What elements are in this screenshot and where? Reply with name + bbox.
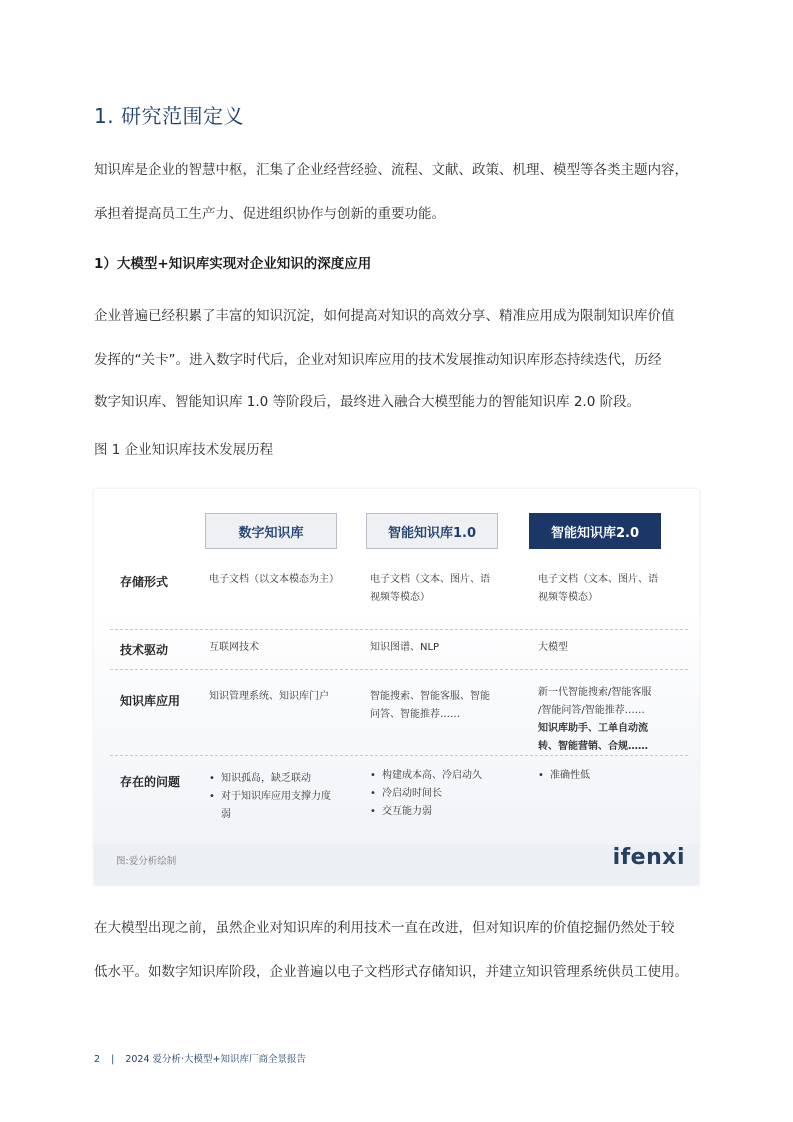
intro-line-1: 知识库是企业的智慧中枢，汇集了企业经营经验、流程、文献、政策、机理、模型等各类主题内容， [94,162,688,178]
row-label-application: 知识库应用 [120,694,181,708]
cell-issues-smart-1 [370,767,515,821]
intro-line-2: 承担着提高员工生产力、促进组织协作与创新的重要功能。 [94,206,445,222]
cell-line: 知识管理系统、知识库门户 [209,691,329,702]
cell-tech-smart-2 [538,639,670,657]
cell-app-smart-1 [370,688,502,724]
row-divider [110,669,688,670]
cell-line-bold: 转、智能营销、合规…… [538,741,648,752]
column-header-digital: 数字知识库 [205,513,337,549]
row-label-storage: 存储形式 [120,575,169,589]
bullet-item-continuation: 弱 [221,809,231,820]
cell-line: 问答、智能推荐…… [370,709,460,720]
ifenxi-logo: ifenxi [612,845,685,870]
page-number: 2 [94,1054,101,1065]
footer-separator: | [111,1054,115,1065]
cell-line: 视频等模态） [538,592,598,603]
para2-line-1: 企业普遍已经积累了丰富的知识沉淀，如何提高对知识的高效分享、精准应用成为限制知识库价值 [94,308,675,324]
cell-issues-smart-2 [538,767,670,785]
cell-line: /智能问答/智能推荐…… [538,705,645,716]
section-title: 1. 研究范围定义 [94,104,244,128]
bullet-item: • 冷启动时间长 [370,785,515,803]
para3-line-1: 在大模型出现之前，虽然企业对知识库的利用技术一直在改进，但对知识库的价值挖掘仍然处于较 [94,920,675,936]
column-header-smart-1: 智能知识库1.0 [366,513,498,549]
cell-storage-smart-1 [370,571,502,607]
cell-tech-smart-1 [370,639,502,657]
figure-footer-band [94,844,699,885]
bullet-item: • 准确性低 [538,767,670,785]
figure-source: 图:爱分析绘制 [116,856,177,867]
para2-line-3: 数字知识库、智能知识库 1.0 等阶段后，最终进入融合大模型能力的智能知识库 2.0 阶段。 [94,394,641,410]
para3-line-2: 低水平。如数字知识库阶段，企业普遍以电子文档形式存储知识，并建立知识管理系统供员工使用。 [94,964,688,980]
cell-storage-digital [209,571,359,589]
para2-line-2: 发挥的“关卡”。进入数字时代后，企业对知识库应用的技术发展推动知识库形态持续迭代，历经 [94,352,662,368]
subheading: 1）大模型+知识库实现对企业知识的深度应用 [94,256,372,272]
cell-app-smart-2 [538,684,670,756]
column-header-smart-2: 智能知识库2.0 [529,513,661,549]
row-label-tech: 技术驱动 [120,643,169,657]
cell-line-bold: 知识库助手、工单自动流 [538,723,648,734]
cell-line: 新一代智能搜索/智能客服 [538,687,652,698]
bullet-item: • 对于知识库应用支撑力度 [209,788,349,806]
bullet-item: • 交互能力弱 [370,803,515,821]
cell-line: 智能搜索、智能客服、智能 [370,691,490,702]
cell-line: 电子文档（文本、图片、语 [370,574,490,585]
figure-caption: 图 1 企业知识库技术发展历程 [94,442,274,458]
cell-line: 知识图谱、NLP [370,642,440,653]
cell-app-digital [209,688,359,706]
figure [94,489,699,885]
row-divider [110,755,688,756]
row-label-issues: 存在的问题 [120,775,181,789]
cell-tech-digital [209,639,341,657]
cell-line: 互联网技术 [209,642,259,653]
cell-line: 电子文档（以文本模态为主） [209,574,339,585]
row-divider [110,629,688,630]
bullet-item: • 知识孤岛，缺乏联动 [209,770,349,788]
bullet-item: • 构建成本高、冷启动久 [370,767,515,785]
cell-line: 大模型 [538,642,568,653]
page-footer [94,1051,306,1065]
cell-line: 视频等模态） [370,592,430,603]
cell-storage-smart-2 [538,571,670,607]
cell-line: 电子文档（文本、图片、语 [538,574,658,585]
cell-issues-digital [209,770,349,824]
report-title: 2024 爱分析·大模型+知识库厂商全景报告 [125,1054,306,1065]
